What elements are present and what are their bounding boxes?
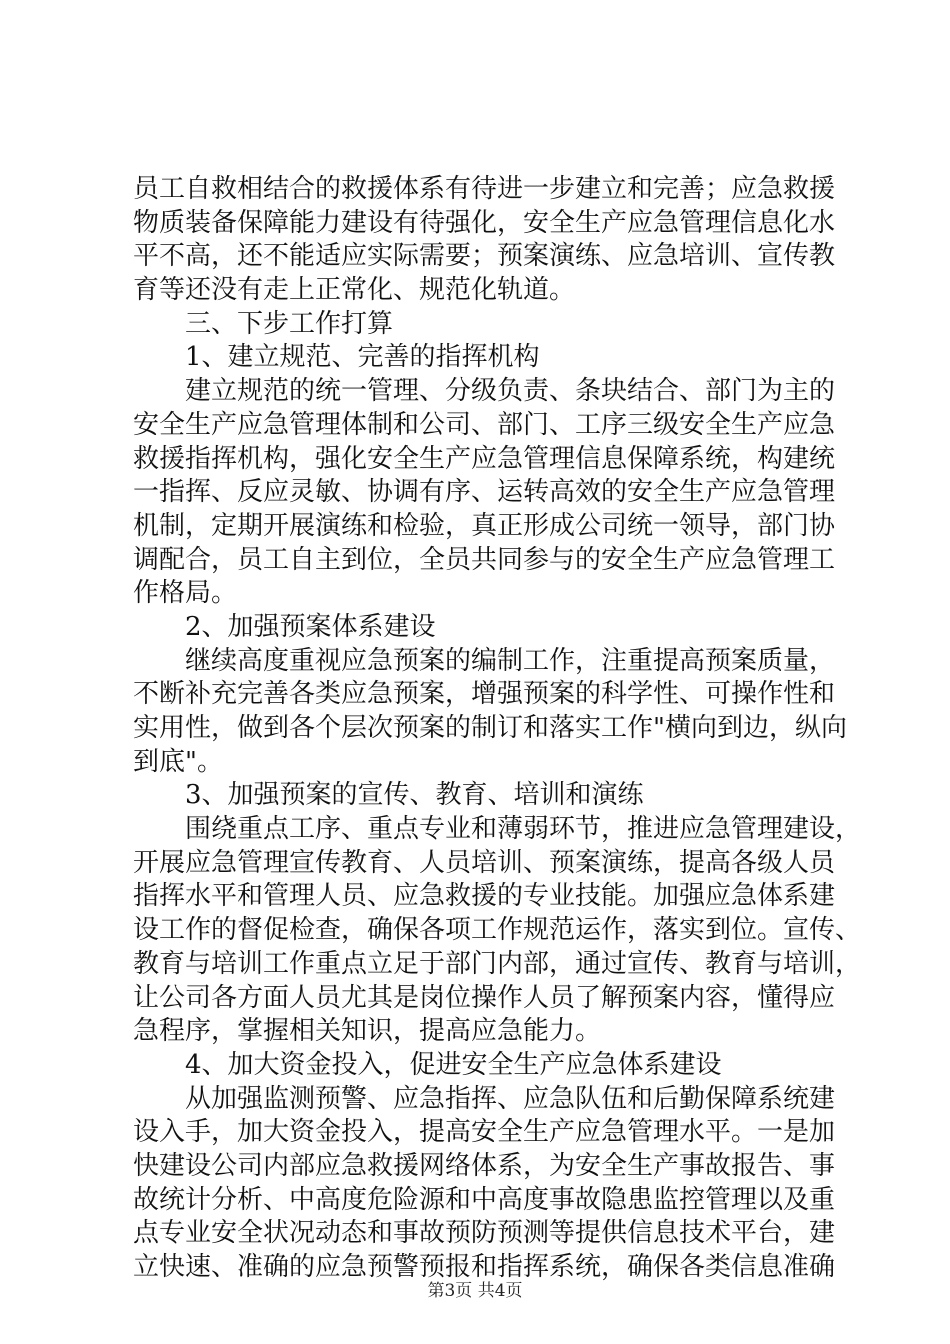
section-heading: 2、加强预案体系建设 — [185, 611, 436, 642]
section-heading: 4、加大资金投入，促进安全生产应急体系建设 — [185, 1049, 722, 1080]
text-line: 设工作的督促检查，确保各项工作规范运作，落实到位。宣传、 — [133, 915, 862, 946]
text-line: 故统计分析、中高度危险源和中高度事故隐患监控管理以及重 — [133, 1184, 836, 1215]
text-line: 机制，定期开展演练和检验，真正形成公司统一领导，部门协 — [133, 510, 836, 541]
text-line: 围绕重点工序、重点专业和薄弱环节，推进应急管理建设， — [185, 814, 862, 845]
section-heading: 3、加强预案的宣传、教育、培训和演练 — [185, 780, 644, 811]
text-line: 一指挥、反应灵敏、协调有序、运转高效的安全生产应急管理 — [133, 477, 836, 508]
text-line: 平不高，还不能适应实际需要；预案演练、应急培训、宣传教 — [133, 241, 836, 272]
text-line: 员工自救相结合的救援体系有待进一步建立和完善；应急救援 — [133, 174, 836, 204]
text-line: 实用性，做到各个层次预案的制订和落实工作"横向到边，纵向 — [133, 713, 847, 743]
text-line: 不断补充完善各类应急预案，增强预案的科学性、可操作性和 — [133, 679, 836, 710]
text-line: 救援指挥机构，强化安全生产应急管理信息保障系统，构建统 — [133, 443, 836, 474]
text-line: 快建设公司内部应急救援网络体系，为安全生产事故报告、事 — [133, 1150, 836, 1181]
document-body — [133, 173, 862, 1285]
text-line: 点专业安全状况动态和事故预防预测等提供信息技术平台，建 — [133, 1218, 836, 1249]
text-line: 从加强监测预警、应急指挥、应急队伍和后勤保障系统建 — [185, 1083, 836, 1114]
text-line: 急程序，掌握相关知识，提高应急能力。 — [133, 1016, 602, 1047]
page-footer: 第3页 共4页 — [427, 1281, 523, 1301]
text-line: 指挥水平和管理人员、应急救援的专业技能。加强应急体系建 — [133, 881, 836, 912]
text-line: 开展应急管理宣传教育、人员培训、预案演练，提高各级人员 — [133, 847, 836, 878]
text-line: 让公司各方面人员尤其是岗位操作人员了解预案内容，懂得应 — [133, 982, 836, 1013]
text-line: 教育与培训工作重点立足于部门内部，通过宣传、教育与培训， — [133, 948, 862, 979]
text-line: 作格局。 — [133, 578, 238, 609]
section-heading: 三、下步工作打算 — [185, 308, 394, 339]
text-line: 物质装备保障能力建设有待强化，安全生产应急管理信息化水 — [133, 207, 836, 238]
text-line: 育等还没有走上正常化、规范化轨道。 — [133, 275, 576, 306]
text-line: 安全生产应急管理体制和公司、部门、工序三级安全生产应急 — [133, 409, 836, 440]
text-line: 调配合，员工自主到位，全员共同参与的安全生产应急管理工 — [133, 544, 836, 575]
text-line: 继续高度重视应急预案的编制工作，注重提高预案质量， — [185, 645, 836, 676]
text-line: 到底"。 — [133, 746, 223, 777]
text-line: 立快速、准确的应急预警预报和指挥系统，确保各类信息准确 — [133, 1252, 836, 1282]
section-heading: 1、建立规范、完善的指挥机构 — [185, 342, 540, 373]
text-line: 建立规范的统一管理、分级负责、条块结合、部门为主的 — [185, 376, 836, 407]
text-line: 设入手，加大资金投入，提高安全生产应急管理水平。一是加 — [133, 1117, 836, 1148]
